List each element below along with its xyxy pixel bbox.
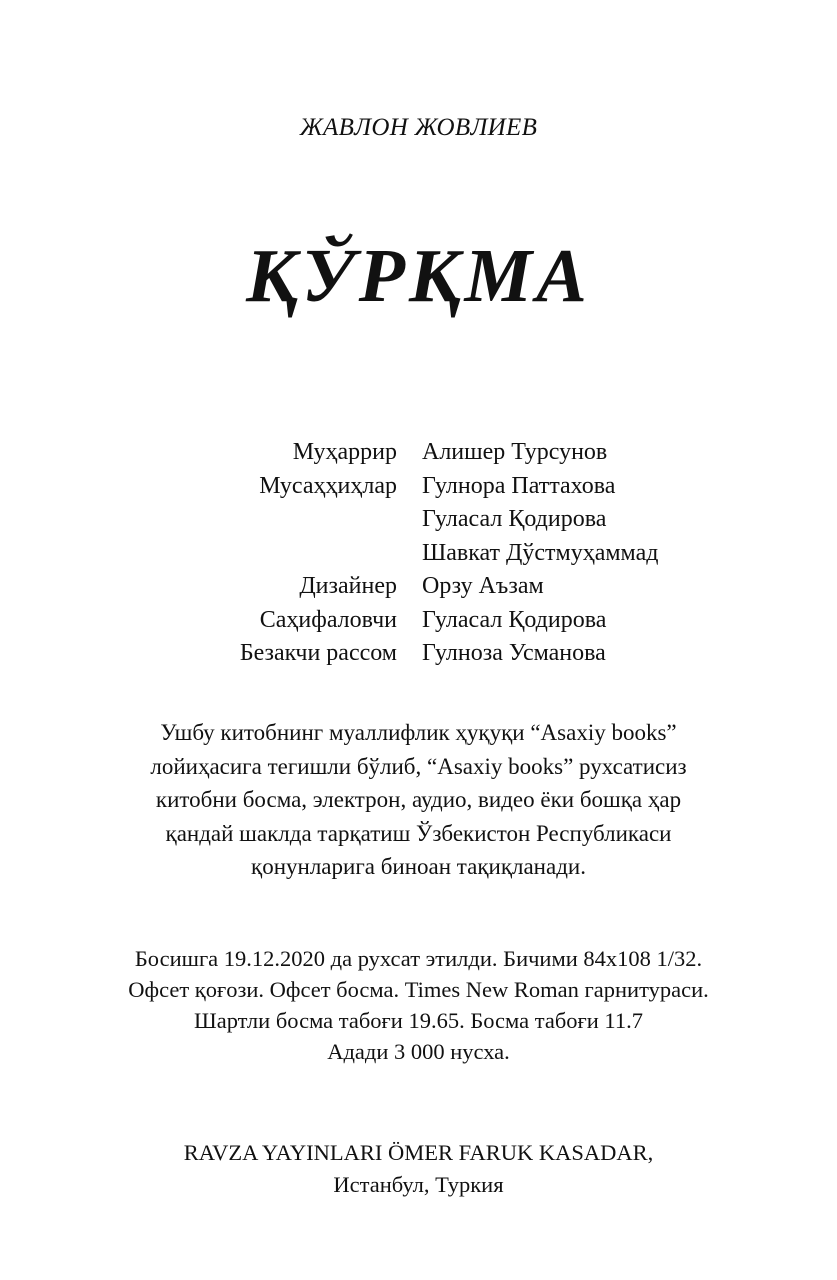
publisher-info <box>0 1137 837 1201</box>
copyright-notice <box>0 716 837 884</box>
credit-name: Орзу Аъзам <box>422 573 544 599</box>
credit-name: Гулнора Паттахова <box>422 472 616 499</box>
copyright-line: Ушбу китобнинг муаллифлик ҳуқуқи “Asaxiy books” <box>160 720 677 745</box>
copyright-line: лойиҳасига тегишли бўлиб, “Asaxiy books” рухсатисиз <box>150 753 687 779</box>
print-details <box>0 943 837 1067</box>
credit-row <box>0 436 837 470</box>
credit-row <box>0 470 837 504</box>
credit-name: Гулноза Усманова <box>422 640 606 666</box>
credit-row <box>0 604 837 638</box>
credit-row <box>0 537 837 571</box>
credit-role: Муҳаррир <box>292 439 397 465</box>
credit-name: Алишер Турсунов <box>422 439 608 465</box>
credit-role: Безакчи рассом <box>239 640 397 666</box>
credit-row <box>0 503 837 537</box>
credit-name: Шавкат Дўстмуҳаммад <box>422 539 659 566</box>
credit-name: Гуласал Қодирова <box>422 506 607 532</box>
publisher-location: Истанбул, Туркия <box>333 1172 504 1197</box>
credit-row <box>0 637 837 671</box>
credit-role: Мусаҳҳиҳлар <box>259 472 397 499</box>
credit-role: Саҳифаловчи <box>259 606 397 633</box>
copyright-line: қонунларига биноан тақиқланади. <box>251 854 586 879</box>
print-detail-line: Шартли босма табоғи 19.65. Босма табоғи 11.7 <box>194 1008 643 1033</box>
credits-list <box>0 436 837 671</box>
print-detail-line: Офсет қоғози. Офсет босма. Times New Roman гарнитураси. <box>128 977 709 1002</box>
copyright-line: қандай шаклда тарқатиш Ўзбекистон Республикаси <box>165 820 672 846</box>
print-detail-line: Босишга 19.12.2020 да рухсат этилди. Бичими 84х108 1/32. <box>134 946 703 971</box>
book-title: ҚЎРҚМА <box>246 234 591 318</box>
publisher-name: RAVZA YAYINLARI ÖMER FARUK KASADAR, <box>183 1140 654 1165</box>
credit-name: Гуласал Қодирова <box>422 606 607 633</box>
author-name: ЖАВЛОН ЖОВЛИЕВ <box>299 114 538 141</box>
credit-role: Дизайнер <box>299 573 397 599</box>
credit-row <box>0 570 837 604</box>
copyright-line: китобни босма, электрон, аудио, видео ёки бошқа ҳар <box>155 787 682 812</box>
print-detail-line: Адади 3 000 нусха. <box>327 1039 510 1064</box>
